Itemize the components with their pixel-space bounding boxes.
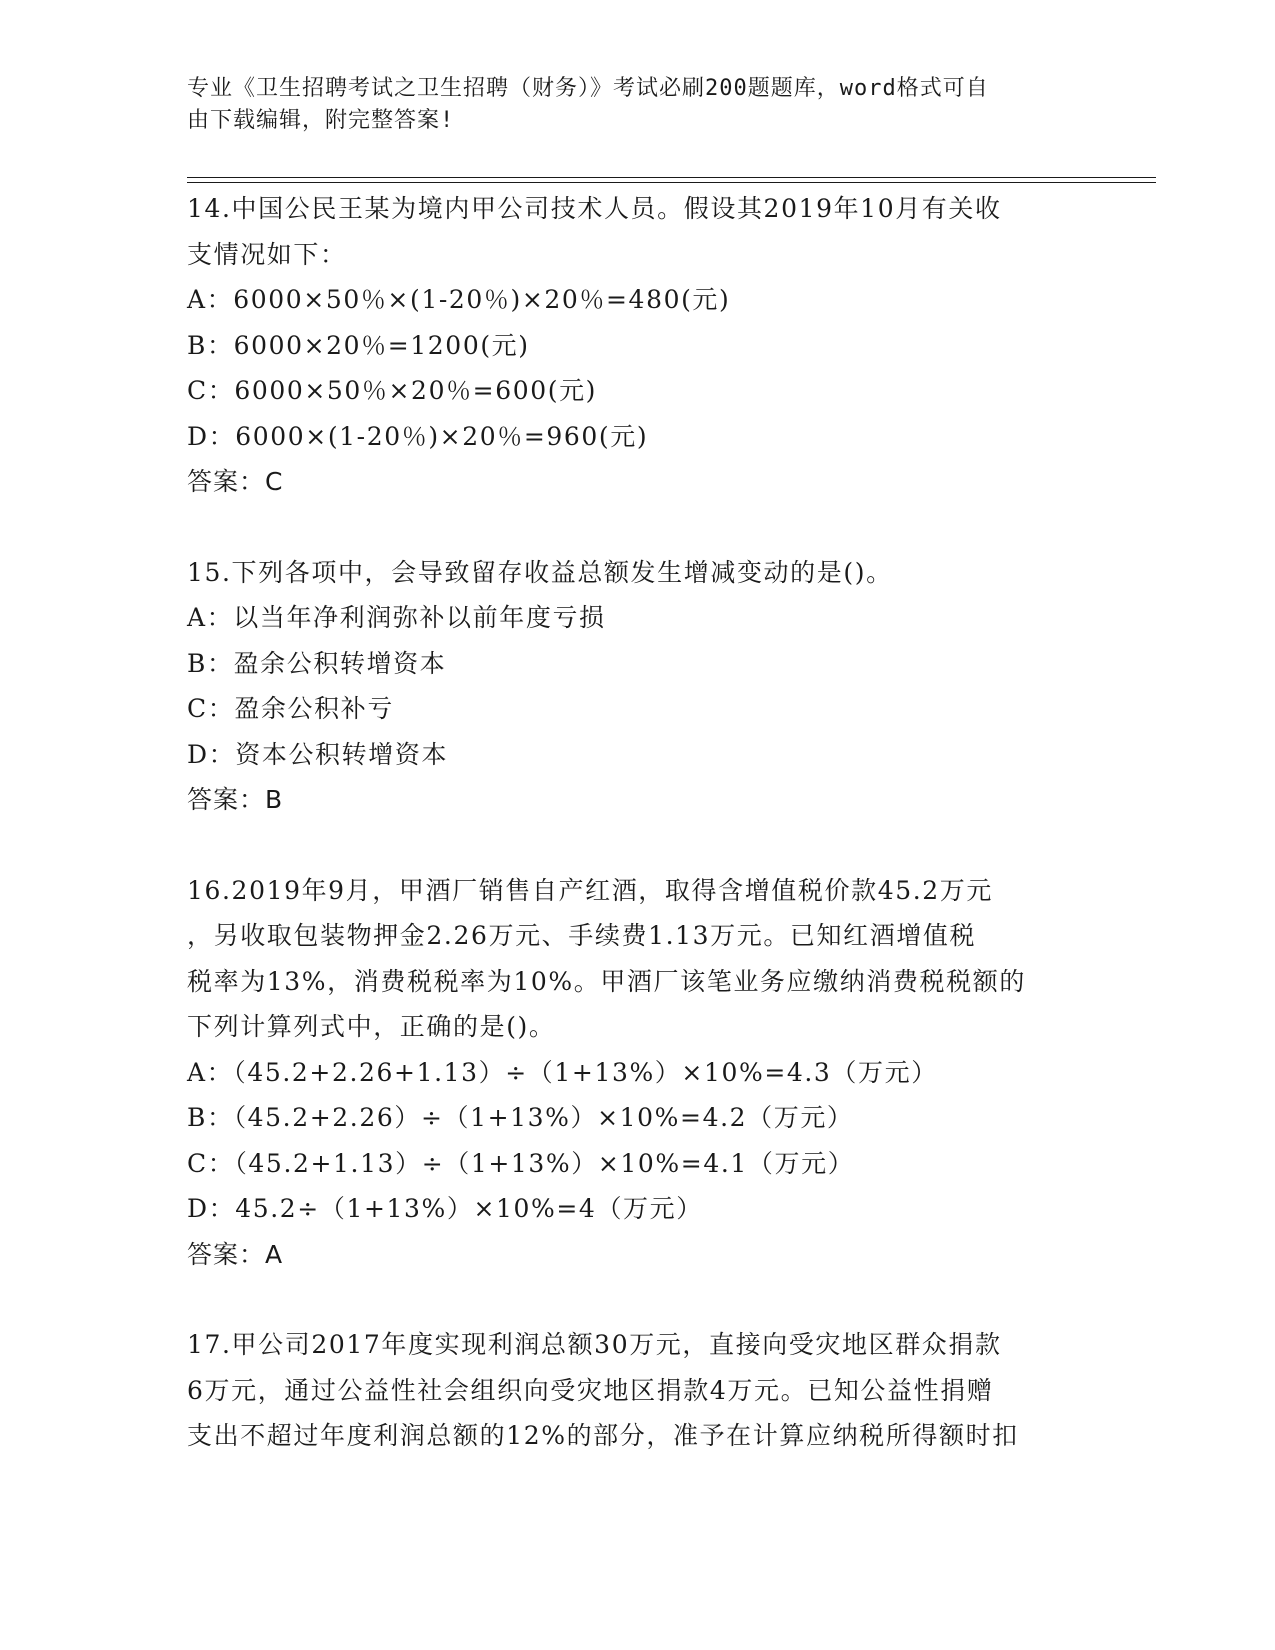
question-text-line: 税率为13%，消费税税率为10%。甲酒厂该笔业务应缴纳消费税税额的 <box>187 966 1026 996</box>
option-b: B：6000×20％=1200(元) <box>187 330 530 360</box>
question-text-line: 14.中国公民王某为境内甲公司技术人员。假设其2019年10月有关收 <box>187 194 1002 223</box>
option-d: D：6000×(1-20％)×20％=960(元) <box>187 421 649 451</box>
question-text-line: 下列计算列式中，正确的是()。 <box>187 1012 556 1041</box>
question-15 <box>187 550 1087 823</box>
header-divider-bottom <box>187 182 1156 183</box>
question-spacer <box>187 1277 1087 1322</box>
question-17 <box>187 1322 1087 1459</box>
option-a: A：（45.2+2.26+1.13）÷（1+13%）×10%=4.3（万元） <box>187 1057 938 1087</box>
question-text-line: 6万元，通过公益性社会组织向受灾地区捐款4万元。已知公益性捐赠 <box>187 1375 994 1405</box>
answer-key: 答案：B <box>187 785 284 814</box>
question-16 <box>187 868 1087 1278</box>
question-text-line: ，另收取包装物押金2.26万元、手续费1.13万元。已知红酒增值税 <box>187 921 977 950</box>
question-spacer <box>187 823 1087 868</box>
option-d: D：资本公积转增资本 <box>187 739 449 769</box>
header-line-1: 专业《卫生招聘考试之卫生招聘（财务）》考试必刷200题题库，word格式可自 <box>187 76 989 101</box>
question-text-line: 17.甲公司2017年度实现利润总额30万元，直接向受灾地区群众捐款 <box>187 1330 1002 1359</box>
option-c: C：盈余公积补亏 <box>187 694 394 723</box>
question-14 <box>187 186 1087 505</box>
option-a: A：6000×50％×(1-20％)×20％=480(元) <box>187 285 731 314</box>
option-d: D：45.2÷（1+13%）×10%=4（万元） <box>187 1194 703 1223</box>
question-text-line: 支出不超过年度利润总额的12%的部分，准予在计算应纳税所得额时扣 <box>187 1421 1019 1450</box>
answer-key: 答案：C <box>187 467 284 496</box>
question-text-line: 支情况如下： <box>187 239 347 269</box>
question-text-line: 16.2019年9月，甲酒厂销售自产红酒，取得含增值税价款45.2万元 <box>187 875 993 905</box>
option-c: C：6000×50％×20％=600(元) <box>187 376 598 405</box>
option-c: C：（45.2+1.13）÷（1+13%）×10%=4.1（万元） <box>187 1148 855 1178</box>
option-b: B：（45.2+2.26）÷（1+13%）×10%=4.2（万元） <box>187 1103 854 1132</box>
header-line-2: 由下载编辑，附完整答案! <box>187 108 455 133</box>
option-b: B：盈余公积转增资本 <box>187 648 447 678</box>
document-header <box>187 73 1067 137</box>
question-list <box>187 186 1087 1459</box>
question-text-line: 15.下列各项中，会导致留存收益总额发生增减变动的是()。 <box>187 557 893 587</box>
answer-key: 答案：A <box>187 1239 284 1269</box>
question-spacer <box>187 505 1087 550</box>
header-divider-top <box>187 177 1156 178</box>
option-a: A：以当年净利润弥补以前年度亏损 <box>187 603 606 632</box>
